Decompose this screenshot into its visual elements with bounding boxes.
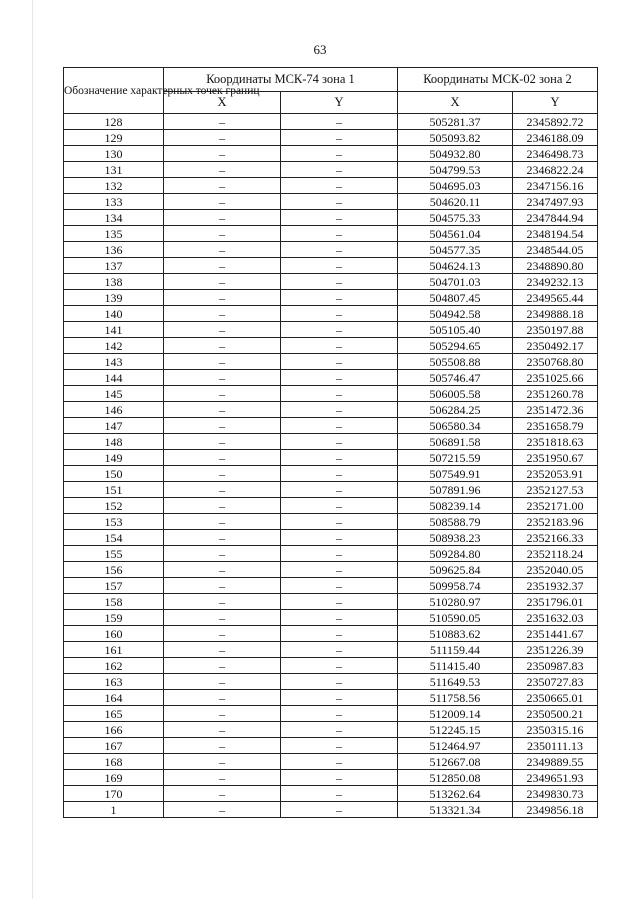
msk02-x-cell: 505281.37 <box>398 114 513 130</box>
msk74-y-cell: – <box>281 498 398 514</box>
msk02-x-cell: 505746.47 <box>398 370 513 386</box>
msk74-y-cell: – <box>281 626 398 642</box>
point-number-cell: 145 <box>64 386 164 402</box>
msk02-x-cell: 506284.25 <box>398 402 513 418</box>
msk74-x-cell: – <box>164 274 281 290</box>
table-row <box>64 226 598 242</box>
msk74-x-cell: – <box>164 162 281 178</box>
msk02-x-cell: 509958.74 <box>398 578 513 594</box>
msk02-y-cell: 2347497.93 <box>513 194 598 210</box>
msk02-y-cell: 2347844.94 <box>513 210 598 226</box>
point-number-cell: 170 <box>64 786 164 802</box>
msk74-y-cell: – <box>281 450 398 466</box>
msk02-y-cell: 2350768.80 <box>513 354 598 370</box>
msk02-y-cell: 2351260.78 <box>513 386 598 402</box>
table-row <box>64 370 598 386</box>
msk74-x-cell: – <box>164 546 281 562</box>
msk74-y-cell: – <box>281 338 398 354</box>
point-number-cell: 155 <box>64 546 164 562</box>
msk74-x-cell: – <box>164 322 281 338</box>
page-number: 63 <box>313 42 327 57</box>
coordinates-table <box>63 67 598 818</box>
msk02-x-cell: 511758.56 <box>398 690 513 706</box>
msk02-x-cell: 504695.03 <box>398 178 513 194</box>
point-number-cell: 130 <box>64 146 164 162</box>
table-row <box>64 178 598 194</box>
msk74-y-cell: – <box>281 562 398 578</box>
point-number-cell: 136 <box>64 242 164 258</box>
msk02-x-cell: 509625.84 <box>398 562 513 578</box>
msk02-y-cell: 2349889.55 <box>513 754 598 770</box>
msk02-y-cell: 2349888.18 <box>513 306 598 322</box>
msk74-x-cell: – <box>164 130 281 146</box>
msk74-y-cell: – <box>281 114 398 130</box>
header-msk74-zone1: Координаты МСК-74 зона 1 <box>164 68 398 92</box>
msk74-y-cell: – <box>281 466 398 482</box>
point-number-cell: 135 <box>64 226 164 242</box>
msk02-x-cell: 513262.64 <box>398 786 513 802</box>
header-msk02-x: X <box>398 92 513 114</box>
msk02-y-cell: 2349856.18 <box>513 802 598 818</box>
msk74-y-cell: – <box>281 242 398 258</box>
msk02-x-cell: 510883.62 <box>398 626 513 642</box>
table-row <box>64 690 598 706</box>
point-number-cell: 143 <box>64 354 164 370</box>
msk02-x-cell: 504932.80 <box>398 146 513 162</box>
header-msk74-x: X <box>164 92 281 114</box>
msk02-y-cell: 2352118.24 <box>513 546 598 562</box>
point-number-cell: 165 <box>64 706 164 722</box>
point-number-cell: 149 <box>64 450 164 466</box>
msk02-y-cell: 2350500.21 <box>513 706 598 722</box>
point-number-cell: 138 <box>64 274 164 290</box>
msk74-x-cell: – <box>164 194 281 210</box>
msk02-y-cell: 2352127.53 <box>513 482 598 498</box>
msk74-y-cell: – <box>281 786 398 802</box>
msk02-y-cell: 2351441.67 <box>513 626 598 642</box>
msk02-x-cell: 505508.88 <box>398 354 513 370</box>
table-row <box>64 114 598 130</box>
msk74-x-cell: – <box>164 562 281 578</box>
point-number-cell: 150 <box>64 466 164 482</box>
msk74-y-cell: – <box>281 210 398 226</box>
msk02-x-cell: 505093.82 <box>398 130 513 146</box>
point-number-cell: 157 <box>64 578 164 594</box>
point-number-cell: 132 <box>64 178 164 194</box>
table-row <box>64 258 598 274</box>
table-row <box>64 610 598 626</box>
header-msk74-y: Y <box>281 92 398 114</box>
msk74-x-cell: – <box>164 338 281 354</box>
msk74-x-cell: – <box>164 514 281 530</box>
table-row <box>64 658 598 674</box>
msk02-y-cell: 2352166.33 <box>513 530 598 546</box>
msk74-x-cell: – <box>164 370 281 386</box>
msk74-y-cell: – <box>281 738 398 754</box>
msk02-x-cell: 505294.65 <box>398 338 513 354</box>
msk74-y-cell: – <box>281 530 398 546</box>
point-number-cell: 144 <box>64 370 164 386</box>
msk74-y-cell: – <box>281 434 398 450</box>
table-row <box>64 322 598 338</box>
msk02-x-cell: 511415.40 <box>398 658 513 674</box>
point-number-cell: 169 <box>64 770 164 786</box>
point-number-cell: 142 <box>64 338 164 354</box>
msk74-y-cell: – <box>281 770 398 786</box>
msk02-y-cell: 2350111.13 <box>513 738 598 754</box>
table-row <box>64 130 598 146</box>
table-row <box>64 578 598 594</box>
msk74-y-cell: – <box>281 594 398 610</box>
point-number-cell: 140 <box>64 306 164 322</box>
msk74-y-cell: – <box>281 722 398 738</box>
msk74-y-cell: – <box>281 258 398 274</box>
msk74-x-cell: – <box>164 114 281 130</box>
msk74-x-cell: – <box>164 226 281 242</box>
table-row <box>64 386 598 402</box>
msk02-y-cell: 2352040.05 <box>513 562 598 578</box>
msk74-y-cell: – <box>281 354 398 370</box>
msk74-y-cell: – <box>281 754 398 770</box>
msk74-y-cell: – <box>281 610 398 626</box>
msk74-x-cell: – <box>164 258 281 274</box>
msk74-y-cell: – <box>281 706 398 722</box>
msk74-y-cell: – <box>281 418 398 434</box>
point-number-cell: 164 <box>64 690 164 706</box>
msk02-x-cell: 513321.34 <box>398 802 513 818</box>
table-row <box>64 210 598 226</box>
table-row <box>64 754 598 770</box>
table-row <box>64 162 598 178</box>
table-row <box>64 770 598 786</box>
msk74-x-cell: – <box>164 674 281 690</box>
point-number-cell: 153 <box>64 514 164 530</box>
msk02-y-cell: 2351950.67 <box>513 450 598 466</box>
msk74-y-cell: – <box>281 402 398 418</box>
msk74-y-cell: – <box>281 658 398 674</box>
msk02-x-cell: 504942.58 <box>398 306 513 322</box>
table-row <box>64 594 598 610</box>
msk74-x-cell: – <box>164 210 281 226</box>
msk74-x-cell: – <box>164 386 281 402</box>
table-row <box>64 306 598 322</box>
table-row <box>64 626 598 642</box>
msk74-x-cell: – <box>164 466 281 482</box>
msk74-x-cell: – <box>164 242 281 258</box>
point-number-cell: 1 <box>64 802 164 818</box>
table-row <box>64 354 598 370</box>
msk02-y-cell: 2348194.54 <box>513 226 598 242</box>
msk02-x-cell: 504620.11 <box>398 194 513 210</box>
point-number-cell: 133 <box>64 194 164 210</box>
msk74-y-cell: – <box>281 322 398 338</box>
msk02-y-cell: 2350727.83 <box>513 674 598 690</box>
msk74-x-cell: – <box>164 690 281 706</box>
msk02-x-cell: 508588.79 <box>398 514 513 530</box>
table-row <box>64 450 598 466</box>
msk02-y-cell: 2351658.79 <box>513 418 598 434</box>
msk74-x-cell: – <box>164 354 281 370</box>
table-row <box>64 498 598 514</box>
point-number-cell: 162 <box>64 658 164 674</box>
point-number-cell: 158 <box>64 594 164 610</box>
msk02-x-cell: 504577.35 <box>398 242 513 258</box>
msk02-x-cell: 512009.14 <box>398 706 513 722</box>
msk02-y-cell: 2352053.91 <box>513 466 598 482</box>
table-row <box>64 194 598 210</box>
msk74-x-cell: – <box>164 770 281 786</box>
msk74-x-cell: – <box>164 706 281 722</box>
msk02-y-cell: 2350987.83 <box>513 658 598 674</box>
table-row <box>64 514 598 530</box>
table-row <box>64 402 598 418</box>
msk74-x-cell: – <box>164 658 281 674</box>
msk02-y-cell: 2350197.88 <box>513 322 598 338</box>
point-number-cell: 137 <box>64 258 164 274</box>
table-row <box>64 562 598 578</box>
msk74-x-cell: – <box>164 578 281 594</box>
header-msk02-zone2: Координаты МСК-02 зона 2 <box>398 68 598 92</box>
msk74-y-cell: – <box>281 386 398 402</box>
msk02-y-cell: 2349651.93 <box>513 770 598 786</box>
msk02-x-cell: 509284.80 <box>398 546 513 562</box>
table-row <box>64 482 598 498</box>
point-number-cell: 154 <box>64 530 164 546</box>
msk74-x-cell: – <box>164 610 281 626</box>
msk74-x-cell: – <box>164 434 281 450</box>
msk74-x-cell: – <box>164 786 281 802</box>
msk02-x-cell: 512850.08 <box>398 770 513 786</box>
table-row <box>64 786 598 802</box>
msk02-x-cell: 504807.45 <box>398 290 513 306</box>
msk02-x-cell: 512464.97 <box>398 738 513 754</box>
table-row <box>64 706 598 722</box>
msk74-x-cell: – <box>164 418 281 434</box>
msk74-y-cell: – <box>281 178 398 194</box>
msk02-y-cell: 2347156.16 <box>513 178 598 194</box>
point-number-cell: 131 <box>64 162 164 178</box>
point-number-cell: 148 <box>64 434 164 450</box>
msk02-y-cell: 2351472.36 <box>513 402 598 418</box>
point-number-cell: 129 <box>64 130 164 146</box>
table-row <box>64 338 598 354</box>
msk02-y-cell: 2346188.09 <box>513 130 598 146</box>
msk74-y-cell: – <box>281 802 398 818</box>
msk02-y-cell: 2350315.16 <box>513 722 598 738</box>
msk02-x-cell: 507891.96 <box>398 482 513 498</box>
msk02-x-cell: 504701.03 <box>398 274 513 290</box>
msk74-y-cell: – <box>281 578 398 594</box>
point-number-cell: 168 <box>64 754 164 770</box>
msk74-x-cell: – <box>164 626 281 642</box>
msk02-y-cell: 2346822.24 <box>513 162 598 178</box>
table-row <box>64 738 598 754</box>
msk02-y-cell: 2345892.72 <box>513 114 598 130</box>
point-number-cell: 139 <box>64 290 164 306</box>
msk02-y-cell: 2351025.66 <box>513 370 598 386</box>
msk74-x-cell: – <box>164 530 281 546</box>
msk02-x-cell: 512245.15 <box>398 722 513 738</box>
msk02-x-cell: 508239.14 <box>398 498 513 514</box>
msk74-x-cell: – <box>164 722 281 738</box>
msk74-x-cell: – <box>164 178 281 194</box>
point-number-cell: 134 <box>64 210 164 226</box>
msk02-x-cell: 507549.91 <box>398 466 513 482</box>
table-row <box>64 802 598 818</box>
msk74-y-cell: – <box>281 274 398 290</box>
msk02-x-cell: 506005.58 <box>398 386 513 402</box>
msk74-y-cell: – <box>281 306 398 322</box>
header-point-designation: Обозначение характерных точек границ <box>64 68 164 114</box>
table-row <box>64 722 598 738</box>
msk74-x-cell: – <box>164 306 281 322</box>
msk74-y-cell: – <box>281 690 398 706</box>
msk02-x-cell: 512667.08 <box>398 754 513 770</box>
msk74-x-cell: – <box>164 802 281 818</box>
msk02-x-cell: 504624.13 <box>398 258 513 274</box>
msk02-x-cell: 506580.34 <box>398 418 513 434</box>
msk74-y-cell: – <box>281 194 398 210</box>
msk02-y-cell: 2349830.73 <box>513 786 598 802</box>
msk02-x-cell: 507215.59 <box>398 450 513 466</box>
table-row <box>64 242 598 258</box>
msk74-y-cell: – <box>281 290 398 306</box>
msk74-x-cell: – <box>164 290 281 306</box>
msk74-x-cell: – <box>164 594 281 610</box>
point-number-cell: 146 <box>64 402 164 418</box>
point-number-cell: 163 <box>64 674 164 690</box>
point-number-cell: 147 <box>64 418 164 434</box>
table-row <box>64 674 598 690</box>
table-row <box>64 146 598 162</box>
msk02-y-cell: 2350492.17 <box>513 338 598 354</box>
msk74-x-cell: – <box>164 498 281 514</box>
msk02-y-cell: 2351796.01 <box>513 594 598 610</box>
table-row <box>64 546 598 562</box>
msk02-x-cell: 511649.53 <box>398 674 513 690</box>
msk74-x-cell: – <box>164 738 281 754</box>
msk74-y-cell: – <box>281 146 398 162</box>
msk74-y-cell: – <box>281 642 398 658</box>
point-number-cell: 159 <box>64 610 164 626</box>
table-body <box>64 114 598 818</box>
table-row <box>64 418 598 434</box>
point-number-cell: 141 <box>64 322 164 338</box>
msk74-x-cell: – <box>164 146 281 162</box>
msk02-x-cell: 505105.40 <box>398 322 513 338</box>
msk02-y-cell: 2348890.80 <box>513 258 598 274</box>
point-number-cell: 156 <box>64 562 164 578</box>
msk02-y-cell: 2349565.44 <box>513 290 598 306</box>
msk02-y-cell: 2351226.39 <box>513 642 598 658</box>
table-row <box>64 434 598 450</box>
msk74-y-cell: – <box>281 674 398 690</box>
table-row <box>64 290 598 306</box>
msk02-x-cell: 510280.97 <box>398 594 513 610</box>
msk02-x-cell: 510590.05 <box>398 610 513 626</box>
table-row <box>64 642 598 658</box>
msk74-y-cell: – <box>281 514 398 530</box>
point-number-cell: 167 <box>64 738 164 754</box>
msk74-x-cell: – <box>164 642 281 658</box>
table-row <box>64 466 598 482</box>
point-number-cell: 161 <box>64 642 164 658</box>
msk74-x-cell: – <box>164 482 281 498</box>
msk02-x-cell: 504561.04 <box>398 226 513 242</box>
msk02-y-cell: 2346498.73 <box>513 146 598 162</box>
msk02-x-cell: 508938.23 <box>398 530 513 546</box>
msk74-y-cell: – <box>281 482 398 498</box>
msk74-y-cell: – <box>281 370 398 386</box>
msk02-y-cell: 2352183.96 <box>513 514 598 530</box>
point-number-cell: 152 <box>64 498 164 514</box>
msk74-y-cell: – <box>281 130 398 146</box>
point-number-cell: 151 <box>64 482 164 498</box>
msk74-y-cell: – <box>281 546 398 562</box>
table-row <box>64 274 598 290</box>
msk02-y-cell: 2348544.05 <box>513 242 598 258</box>
msk74-x-cell: – <box>164 450 281 466</box>
point-number-cell: 128 <box>64 114 164 130</box>
msk02-y-cell: 2351818.63 <box>513 434 598 450</box>
msk74-x-cell: – <box>164 754 281 770</box>
table-row <box>64 530 598 546</box>
msk02-x-cell: 506891.58 <box>398 434 513 450</box>
header-msk02-y: Y <box>513 92 598 114</box>
msk02-y-cell: 2352171.00 <box>513 498 598 514</box>
msk02-y-cell: 2351932.37 <box>513 578 598 594</box>
msk02-y-cell: 2350665.01 <box>513 690 598 706</box>
msk02-y-cell: 2349232.13 <box>513 274 598 290</box>
point-number-cell: 166 <box>64 722 164 738</box>
msk74-y-cell: – <box>281 226 398 242</box>
msk02-x-cell: 504799.53 <box>398 162 513 178</box>
point-number-cell: 160 <box>64 626 164 642</box>
scan-edge-line <box>32 0 33 899</box>
table-header <box>64 68 598 114</box>
msk74-y-cell: – <box>281 162 398 178</box>
msk02-x-cell: 504575.33 <box>398 210 513 226</box>
msk74-x-cell: – <box>164 402 281 418</box>
msk02-x-cell: 511159.44 <box>398 642 513 658</box>
msk02-y-cell: 2351632.03 <box>513 610 598 626</box>
